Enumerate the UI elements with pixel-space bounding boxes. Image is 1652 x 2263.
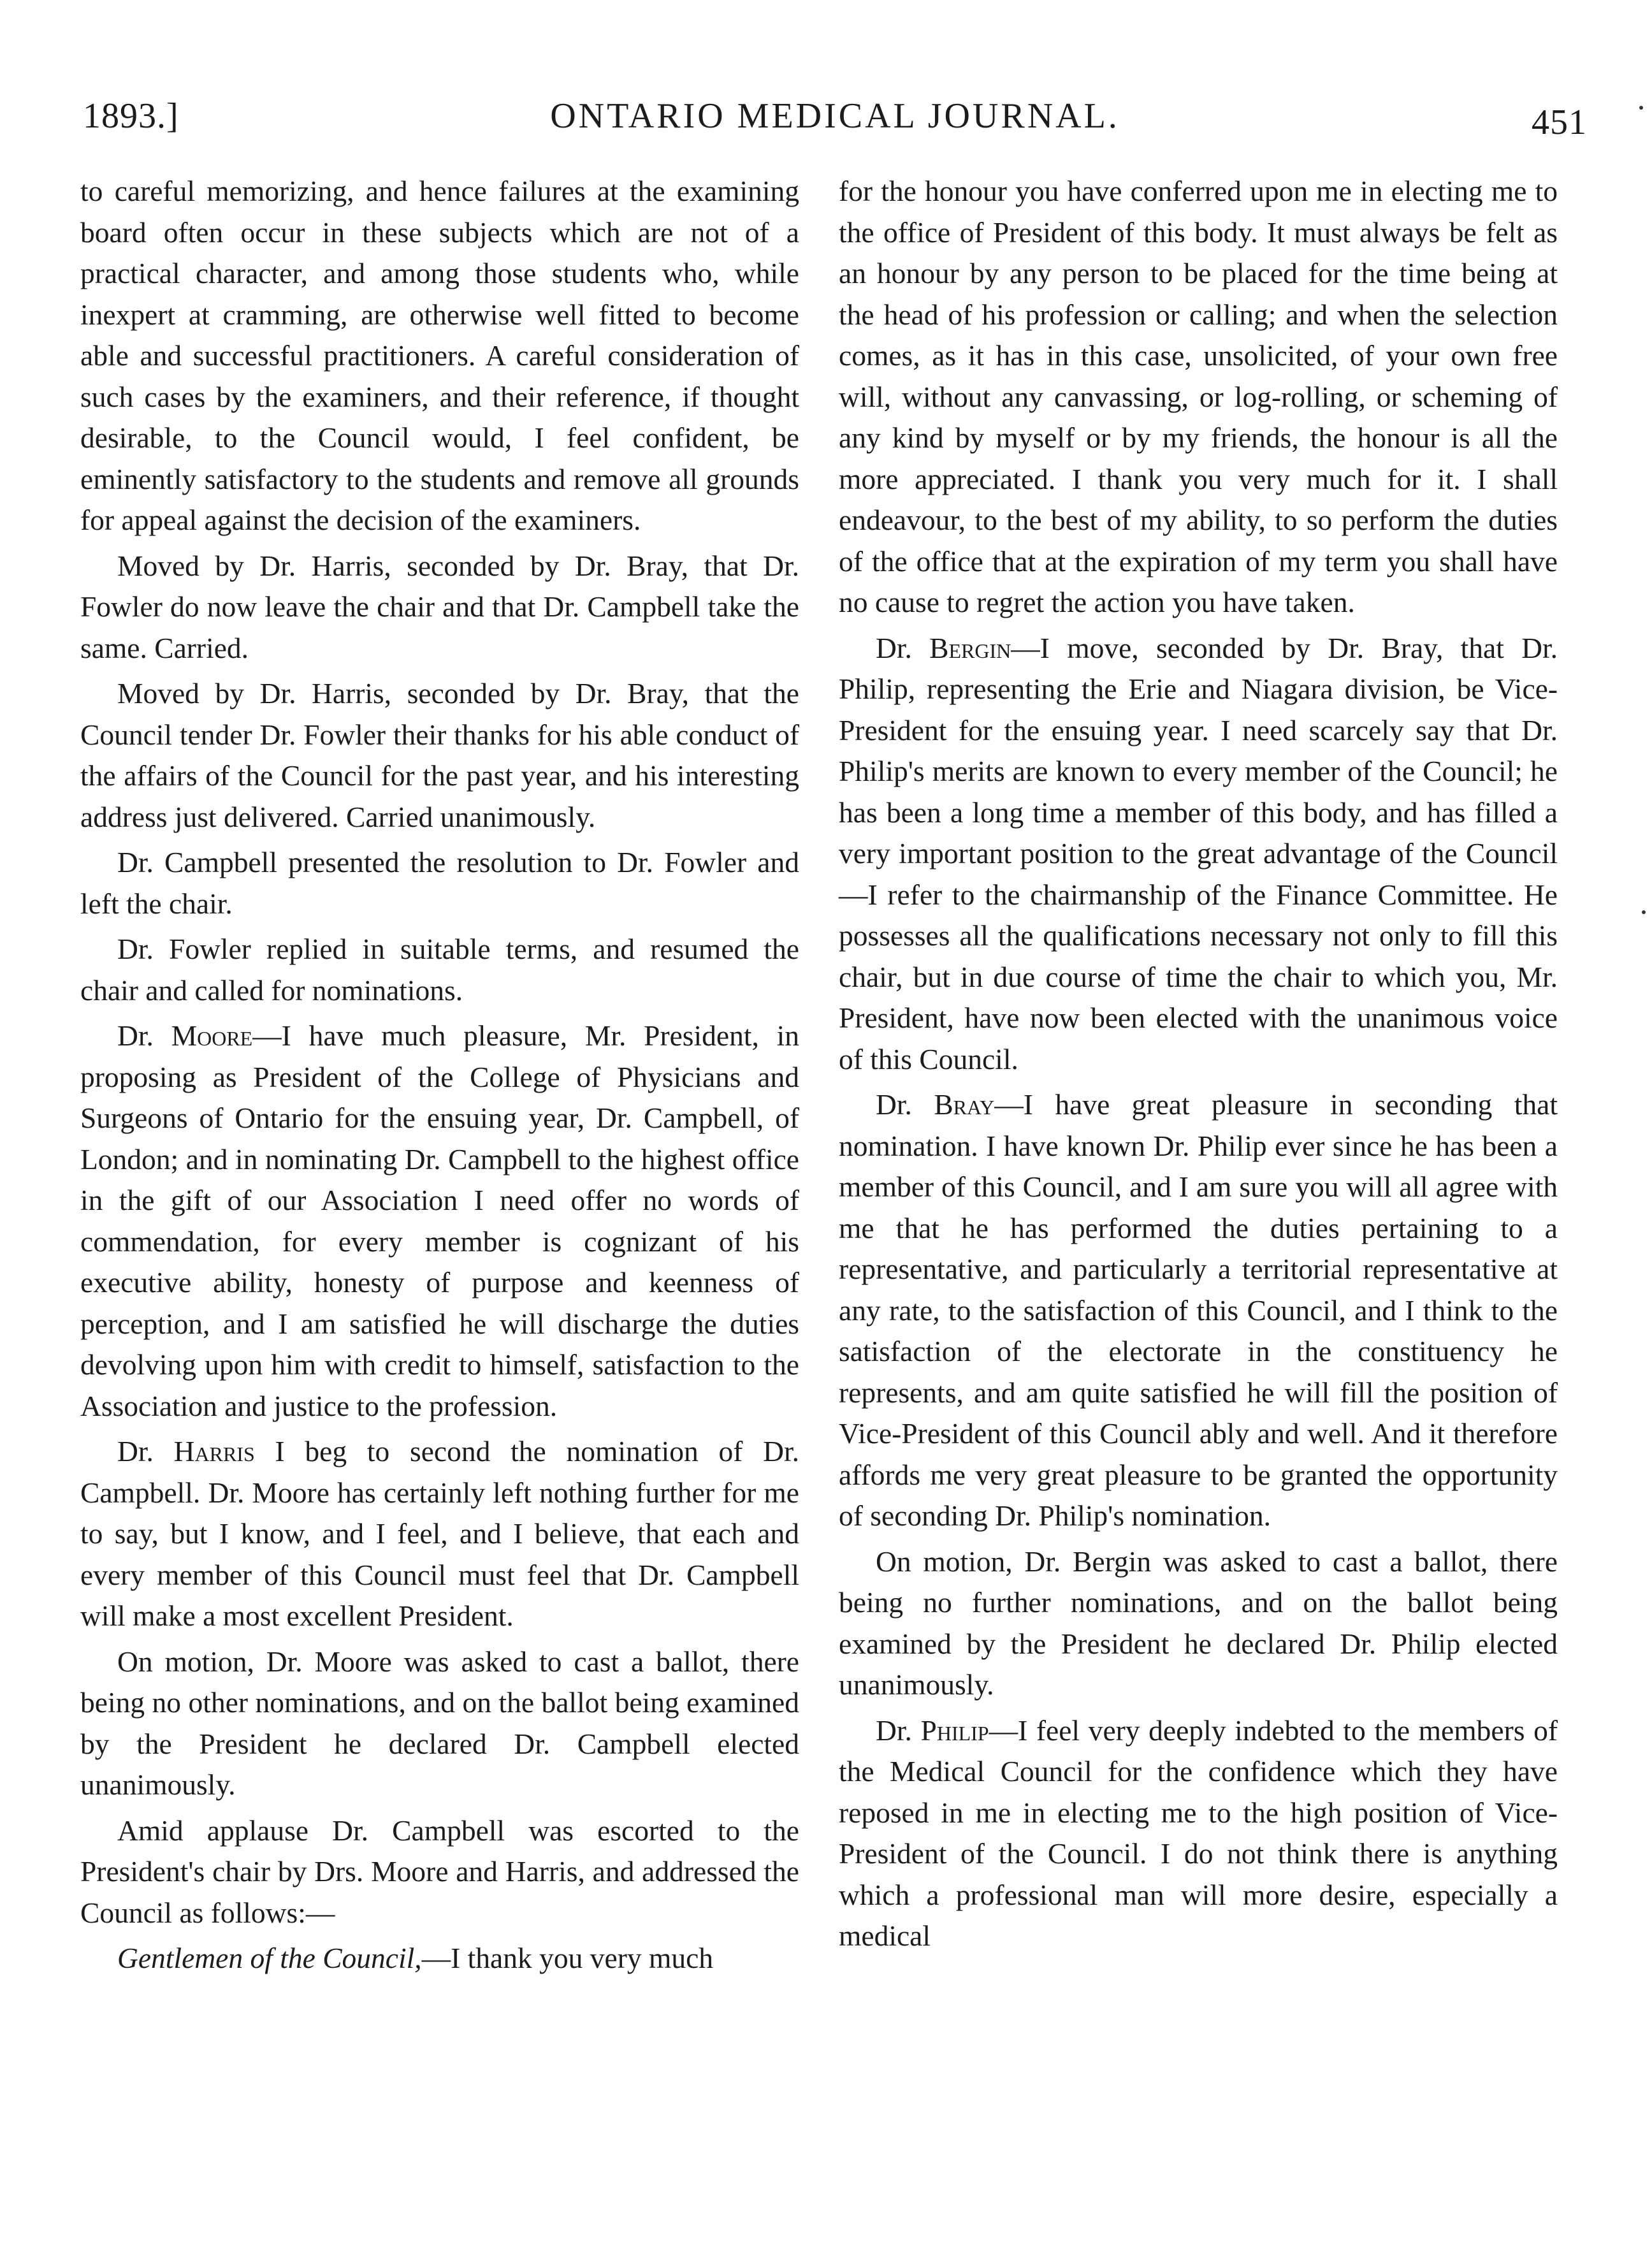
speaker-name: Bergin [929, 631, 1011, 664]
paragraph: Dr. Fowler replied in suitable terms, and resumed the chair and called for nominations. [80, 933, 799, 1007]
speech-text: —I have much pleasure, Mr. President, in proposing as President of the College of Physicians and Surgeons of Ontario for the ensuing year, Dr. Campbell, of London; and in nominating Dr. Campbell to the highest office in the gift of our Association I need offer no words of commendation, for every member is cognizant of his executive ability, honesty of purpose and keenness of perception, and I am satisfied he will discharge the duties devolving upon him with credit to himself, satisfaction to the Association and justice to the profession. [80, 1019, 800, 1422]
speech-text: I beg to second the nomination of Dr. Campbell. Dr. Moore has certainly left nothing further for me to say, but I know, and I feel, and I believe, that each and every member of this Council must feel that Dr. Campbell will make a most excellent President. [80, 1435, 800, 1632]
right-column [839, 171, 1558, 1961]
page-header [83, 76, 1587, 147]
journal-title: ONTARIO MEDICAL JOURNAL. [550, 96, 1120, 136]
paragraph: Moved by Dr. Harris, seconded by Dr. Bray, that the Council tender Dr. Fowler their thanks for his able conduct of the affairs of the Council for the past year, and his interesting address just delivered. Carried unanimously. [80, 677, 799, 833]
paragraph: On motion, Dr. Moore was asked to cast a ballot, there being no other nominations, and on the ballot being examined by the President he declared Dr. Campbell elected unanimously. [80, 1645, 799, 1801]
speaker-name: Bray [934, 1088, 995, 1121]
speech-text: —I thank you very much [421, 1942, 714, 1974]
speaker-prefix: Dr. [117, 1019, 154, 1052]
page-number: 451 [1532, 103, 1587, 142]
scan-speck [1642, 910, 1646, 914]
paragraph: Moved by Dr. Harris, seconded by Dr. Bray, that Dr. Fowler do now leave the chair and that Dr. Campbell take the same. Carried. [80, 549, 799, 664]
speaker-prefix: Dr. [876, 1088, 912, 1121]
speaker-prefix: Dr. [117, 1435, 154, 1467]
salutation: Gentlemen of the Council, [117, 1942, 422, 1974]
paragraph: for the honour you have conferred upon me in electing me to the office of President of this body. It must always be felt as an honour by any person to be placed for the time being at the head of his profession or calling; and when the selection comes, as it has in this case, unsolicited, of your own free will, without any canvassing, or log-rolling, or scheming of any kind by myself or by my friends, the honour is all the more appreciated. I thank you very much for it. I shall endeavour, to the best of my ability, to so perform the duties of the office that at the expiration of my term you shall have no cause to regret the action you have taken. [839, 175, 1558, 618]
paragraph [80, 1015, 799, 1427]
speech-text: —I have great pleasure in seconding that nomination. I have known Dr. Philip ever since he has been a member of this Council, and I am sure you will all agree with me that he has performed the duties pertaining to a representative, and particularly a territorial representative at any rate, to the satisfaction of this Council, and I think to the satisfaction of the electorate in the constituency he represents, and am quite satisfied he will fill the position of Vice-President of this Council ably and well. And it therefore affords me very great pleasure to be granted the opportunity of seconding Dr. Philip's nomination. [839, 1088, 1558, 1532]
paragraph [839, 1084, 1558, 1537]
speaker-prefix: Dr. [876, 1714, 912, 1747]
paragraph [80, 1431, 799, 1637]
paragraph: Dr. Campbell presented the resolution to Dr. Fowler and left the chair. [80, 846, 799, 920]
header-year: 1893.] [83, 96, 179, 136]
paragraph: to careful memorizing, and hence failures at the examining board often occur in these subjects which are not of a practical character, and among those students who, while inexpert at cramming, are otherwise well fitted to become able and successful practitioners. A careful consideration of such cases by the examiners, and their reference, if thought desirable, to the Council would, I feel confident, be eminently satisfactory to the students and remove all grounds for appeal against the decision of the examiners. [80, 175, 799, 536]
scan-speck [1639, 106, 1643, 110]
paragraph [839, 628, 1558, 1081]
speaker-name: Harris [173, 1435, 255, 1467]
paragraph: On motion, Dr. Bergin was asked to cast a ballot, there being no further nominations, and on the ballot being examined by the President he declared Dr. Philip elected unanimously. [839, 1545, 1558, 1701]
speech-text: —I feel very deeply indebted to the members of the Medical Council for the confidence which they have reposed in me in electing me to the high position of Vice-President of the Council. I do not think there is anything which a professional man will more desire, especially a medical [839, 1714, 1558, 1952]
paragraph [80, 1938, 799, 1979]
speaker-name: Moore [171, 1019, 253, 1052]
left-column [80, 171, 799, 1984]
speaker-name: Philip [920, 1714, 989, 1747]
speaker-prefix: Dr. [876, 631, 912, 664]
paragraph: Amid applause Dr. Campbell was escorted to the President's chair by Drs. Moore and Harris, and addressed the Council as follows:— [80, 1814, 799, 1929]
speech-text: —I move, seconded by Dr. Bray, that Dr. Philip, representing the Erie and Niagara division, be Vice-President for the ensuing year. I need scarcely say that Dr. Philip's merits are known to every member of the Council; he has been a long time a member of this body, and has filled a very important position to the great advantage of the Council—I refer to the chairmanship of the Finance Committee. He possesses all the qualifications necessary not only to fill this chair, but in due course of time the chair to which you, Mr. President, have now been elected with the unanimous voice of this Council. [839, 631, 1558, 1075]
paragraph [839, 1710, 1558, 1957]
